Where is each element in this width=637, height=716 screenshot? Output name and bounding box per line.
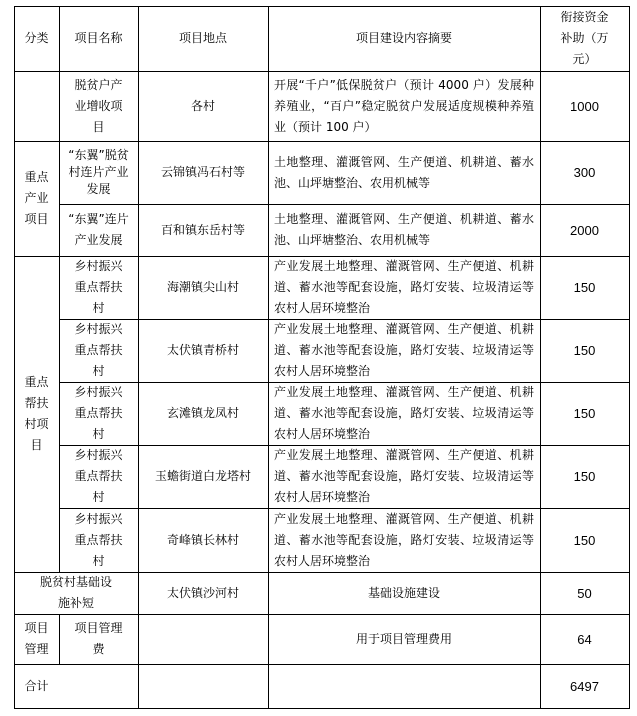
- project-content: 产业发展土地整理、灌溉管网、生产便道、机耕道、蓄水池等配套设施，路灯安装、垃圾清运等农村人居环境整治: [274, 322, 534, 378]
- project-content: 基础设施建设: [367, 585, 440, 600]
- project-funding: 150: [573, 406, 596, 421]
- project-content: 产业发展土地整理、灌溉管网、生产便道、机耕道、蓄水池等配套设施，路灯安装、垃圾清运等农村人居环境整治: [274, 385, 534, 441]
- project-funding: 64: [577, 631, 592, 647]
- rule: [14, 664, 630, 665]
- header-name: 项目名称: [74, 31, 123, 45]
- header-category: 分类: [24, 31, 49, 45]
- project-name: 乡村振兴重点帮扶村: [74, 385, 123, 441]
- rule: [629, 6, 630, 709]
- project-funding: 150: [573, 469, 596, 484]
- project-content: 开展“千户”低保脱贫户（预计 4000 户）发展种养殖业，“百户”稳定脱贫户发展适度规模种养殖业（预计 100 户）: [274, 77, 534, 134]
- project-location: 各村: [190, 98, 215, 113]
- project-location: 百和镇东岳村等: [160, 222, 245, 237]
- project-location: 太伏镇沙河村: [166, 585, 239, 600]
- project-location: 太伏镇青桥村: [166, 343, 239, 357]
- project-name: 乡村振兴重点帮扶村: [74, 322, 123, 378]
- project-funding: 300: [573, 165, 596, 180]
- project-location: 奇峰镇长林村: [166, 532, 239, 547]
- category-total: 合计: [24, 678, 49, 693]
- category-management: 项目管理: [24, 621, 49, 656]
- project-content: 用于项目管理费用: [355, 631, 452, 646]
- project-location: 云锦镇冯石村等: [160, 165, 245, 179]
- project-name: 乡村振兴重点帮扶村: [74, 448, 123, 504]
- project-name: 项目管理费: [74, 621, 123, 656]
- funding-table: [14, 6, 630, 709]
- project-funding: 2000: [570, 222, 599, 238]
- project-location: 玉蟾街道白龙塔村: [154, 469, 251, 483]
- project-name: “东翼”脱贫村连片产业发展: [68, 148, 129, 196]
- project-name: 脱贫户产业增收项目: [74, 77, 123, 134]
- project-content: 产业发展土地整理、灌溉管网、生产便道、机耕道、蓄水池等配套设施，路灯安装、垃圾清运等农村人居环境整治: [274, 259, 534, 315]
- header-funding: 衔接资金补助（万元）: [560, 10, 609, 66]
- project-funding: 50: [577, 585, 592, 601]
- project-name: “东翼”连片产业发展: [68, 212, 129, 247]
- project-content: 产业发展土地整理、灌溉管网、生产便道、机耕道、蓄水池等配套设施，路灯安装、垃圾清运等农村人居环境整治: [274, 448, 534, 504]
- project-funding: 150: [573, 343, 596, 358]
- rule: [14, 708, 630, 709]
- project-location: 海潮镇尖山村: [166, 280, 239, 294]
- project-content: 土地整理、灌溉管网、生产便道、机耕道、蓄水池、山坪塘整治、农用机械等: [274, 154, 534, 190]
- project-name: 乡村振兴重点帮扶村: [74, 259, 123, 315]
- header-location: 项目地点: [178, 31, 227, 45]
- project-location: [138, 614, 268, 664]
- project-content: 土地整理、灌溉管网、生产便道、机耕道、蓄水池、山坪塘整治、农用机械等: [274, 212, 534, 247]
- project-location: 玄滩镇龙凤村: [166, 406, 239, 420]
- total-funding: 6497: [570, 678, 599, 694]
- project-name: 脱贫村基础设施补短: [39, 575, 112, 610]
- header-content: 项目建设内容摘要: [355, 31, 452, 45]
- project-name: 乡村振兴重点帮扶村: [74, 511, 123, 568]
- project-funding: 1000: [570, 98, 599, 114]
- project-content: 产业发展土地整理、灌溉管网、生产便道、机耕道、蓄水池等配套设施，路灯安装、垃圾清运等农村人居环境整治: [274, 511, 534, 568]
- category-industry: 重点产业项目: [24, 170, 49, 226]
- category-village: 重点帮扶村项目: [24, 375, 49, 452]
- project-funding: 150: [573, 280, 596, 295]
- project-funding: 150: [573, 532, 596, 548]
